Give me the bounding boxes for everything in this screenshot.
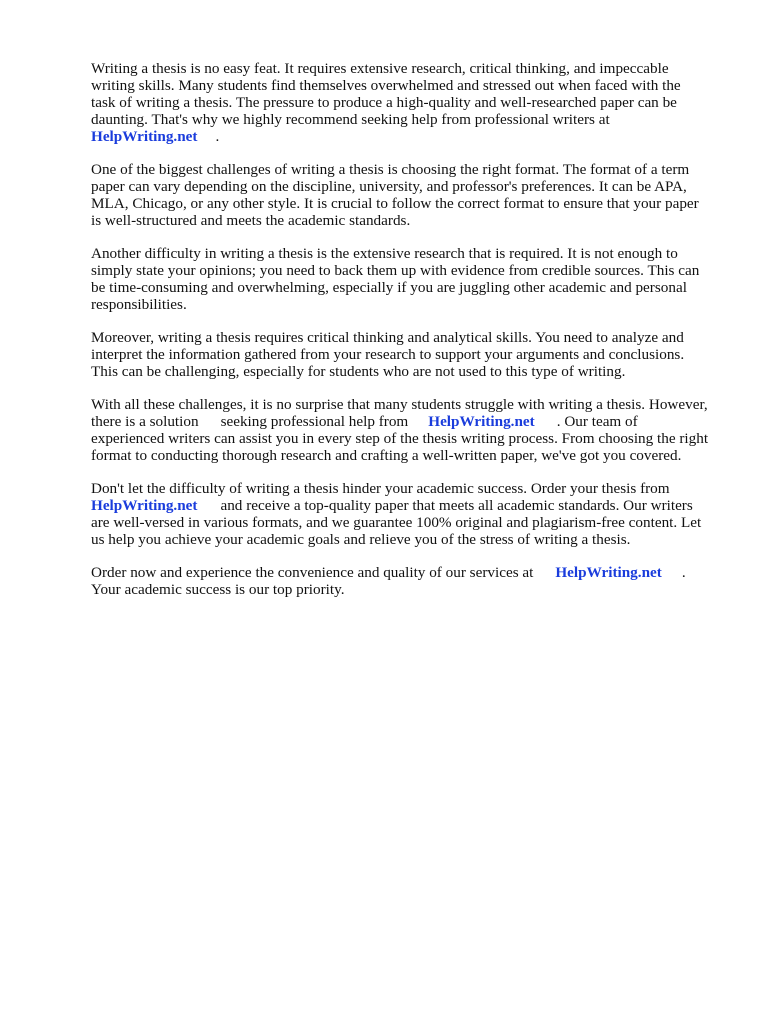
text-line: daunting. That's why we highly recommend seeking help from professional writers at [91, 111, 610, 128]
text-line [91, 413, 721, 430]
helpwriting-link[interactable]: HelpWriting.net [91, 497, 198, 514]
text-fragment: . Our team of [556, 413, 638, 430]
text-line: task of writing a thesis. The pressure to produce a high-quality and well-researched paper can be [91, 94, 677, 111]
text-line: Moreover, writing a thesis requires critical thinking and analytical skills. You need to analyze and [91, 329, 684, 346]
text-line [91, 128, 721, 145]
paragraph-4 [91, 329, 721, 380]
text-line: One of the biggest challenges of writing a thesis is choosing the right format. The format of a term [91, 161, 690, 178]
text-line: MLA, Chicago, or any other style. It is crucial to follow the correct format to ensure that your paper [91, 195, 699, 212]
text-line: is well-structured and meets the academic standards. [91, 212, 411, 229]
helpwriting-link[interactable]: HelpWriting.net [91, 128, 198, 145]
helpwriting-link[interactable]: HelpWriting.net [555, 564, 662, 581]
paragraph-6 [91, 480, 721, 548]
paragraph-3 [91, 245, 721, 313]
text-fragment: . [215, 128, 220, 145]
text-line: format to conducting thorough research and crafting a well-written paper, we've got you covered. [91, 447, 682, 464]
helpwriting-link[interactable]: HelpWriting.net [428, 413, 535, 430]
text-line [91, 564, 721, 581]
paragraph-2 [91, 161, 721, 229]
document-body [91, 60, 721, 614]
text-fragment: and receive a top-quality paper that meets all academic standards. Our writers [220, 497, 693, 514]
text-fragment: seeking professional help from [220, 413, 409, 430]
text-line: experienced writers can assist you in every step of the thesis writing process. From choosing the right [91, 430, 709, 447]
text-line: writing skills. Many students find themselves overwhelmed and stressed out when faced with the [91, 77, 681, 94]
text-fragment: Order now and experience the convenience and quality of our services at [91, 564, 534, 581]
text-line: paper can vary depending on the discipline, university, and professor's preferences. It can be APA, [91, 178, 687, 195]
text-line: Don't let the difficulty of writing a thesis hinder your academic success. Order your thesis from [91, 480, 670, 497]
text-line: This can be challenging, especially for students who are not used to this type of writing. [91, 363, 626, 380]
text-line: With all these challenges, it is no surprise that many students struggle with writing a thesis. However, [91, 396, 708, 413]
text-fragment: there is a solution [91, 413, 199, 430]
paragraph-5 [91, 396, 721, 464]
text-line: Your academic success is our top priority. [91, 581, 345, 598]
text-line: are well-versed in various formats, and we guarantee 100% original and plagiarism-free content. Let [91, 514, 702, 531]
text-line [91, 497, 721, 514]
text-line: us help you achieve your academic goals and relieve you of the stress of writing a thesis. [91, 531, 631, 548]
paragraph-7 [91, 564, 721, 598]
text-line: Writing a thesis is no easy feat. It requires extensive research, critical thinking, and impeccable [91, 60, 669, 77]
text-fragment: . [681, 564, 686, 581]
text-line: be time-consuming and overwhelming, especially if you are juggling other academic and personal [91, 279, 687, 296]
text-line: Another difficulty in writing a thesis is the extensive research that is required. It is not enough to [91, 245, 678, 262]
text-line: simply state your opinions; you need to back them up with evidence from credible sources. This can [91, 262, 700, 279]
text-line: interpret the information gathered from your research to support your arguments and conclusions. [91, 346, 685, 363]
paragraph-1 [91, 60, 721, 145]
text-line: responsibilities. [91, 296, 187, 313]
